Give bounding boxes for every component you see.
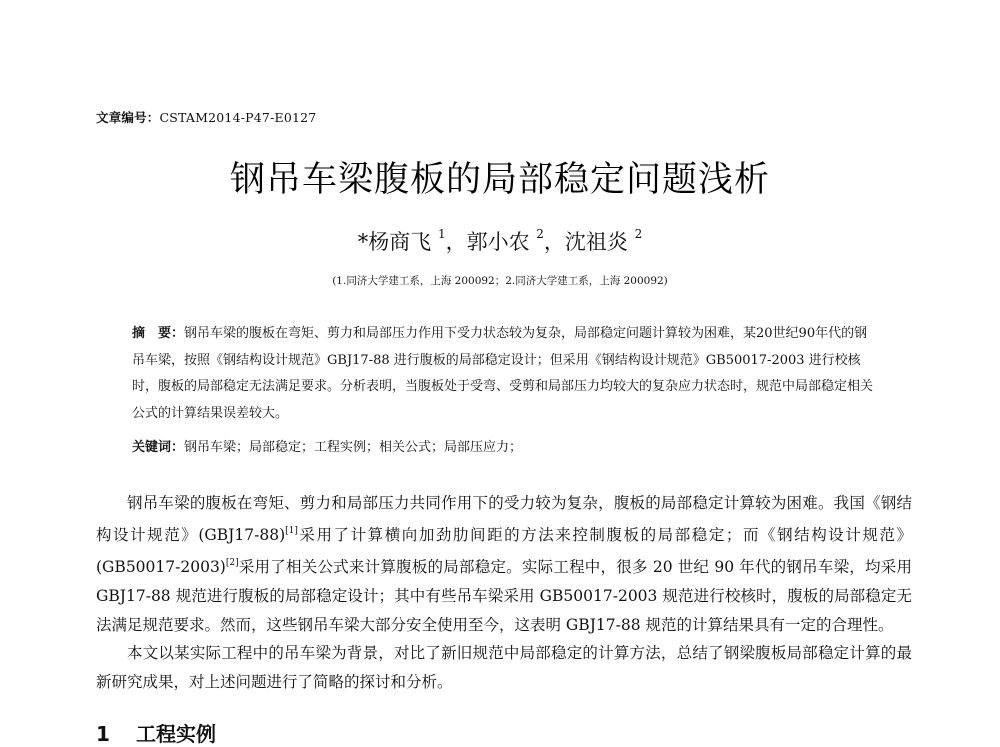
author-affiliation-mark: 2 xyxy=(536,227,544,241)
abstract-text: 钢吊车梁的腹板在弯矩、剪力和局部压力作用下受力状态较为复杂，局部稳定问题计算较为困难，某20世纪90年代的钢吊车梁，按照《钢结构设计规范》GBJ17-88 进行腹板的局部稳定设计；但采用《钢结构设计规范》GB50017-2003 进行校核时，腹板的局部稳定无法满足要求。分析表明，当腹板处于受弯、受剪和局部压力均较大的复杂应力状态时，规范中局部稳定相关公式的计算结果误差较大。 xyxy=(132,326,874,422)
abstract xyxy=(132,321,878,428)
article-number-label: 文章编号： xyxy=(96,110,160,125)
author-name: 沈祖炎 xyxy=(564,230,628,254)
body-text xyxy=(96,489,912,697)
body-paragraph xyxy=(96,489,912,639)
keywords-label: 关键词： xyxy=(132,440,185,455)
author-affiliation-mark: 2 xyxy=(634,227,643,241)
citation-ref: [2] xyxy=(225,557,239,568)
author-separator: ， xyxy=(445,230,467,254)
body-text-segment: 采用了相关公式来计算腹板的局部稳定。实际工程中，很多 20 世纪 90 年代的钢吊车梁，均采用 GBJ17-88 规范进行腹板的局部稳定设计；其中有些吊车梁采用 GB50017-2003 规范进行校核时，腹板的局部稳定无法满足规范要求。然而，这些钢吊车梁大部分安全使用至今，这表明 GBJ17-88 规范的计算结果具有一定的合理性。 xyxy=(96,557,912,634)
body-text-segment: 采用了计算横向加劲肋间距的方法来控制腹板的局部稳定；而《钢结构设计规范》(GB50017-2003) xyxy=(96,525,912,576)
section-title: 工程实例 xyxy=(136,722,216,746)
article-number-value: CSTAM2014-P47-E0127 xyxy=(159,110,317,125)
paper-title: 钢吊车梁腹板的局部稳定问题浅析 xyxy=(229,160,770,200)
author-name: *杨商飞 xyxy=(357,230,432,254)
author-list xyxy=(0,226,1000,256)
keywords-text: 钢吊车梁；局部稳定；工程实例；相关公式；局部压应力； xyxy=(184,440,523,455)
author-affiliation-mark: 1 xyxy=(437,227,446,241)
author-name: 郭小农 xyxy=(466,230,530,254)
author-separator: ， xyxy=(543,230,565,254)
article-number xyxy=(96,108,316,126)
body-text-segment: 钢吊车梁的腹板在弯矩、剪力和局部压力共同作用下的受力较为复杂，腹板的局部稳定计算较为困难。我国《钢结构设计规范》(GBJ17-88) xyxy=(96,494,912,544)
citation-ref: [1] xyxy=(285,525,298,536)
affiliation: (1.同济大学建工系，上海 200092；2.同济大学建工系，上海 200092) xyxy=(332,275,668,287)
section-number: 1 xyxy=(96,722,110,746)
keywords xyxy=(132,437,878,459)
abstract-label: 摘 要： xyxy=(132,326,185,341)
body-paragraph: 本文以某实际工程中的吊车梁为背景，对比了新旧规范中局部稳定的计算方法，总结了钢梁腹板局部稳定计算的最新研究成果，对上述问题进行了简略的探讨和分析。 xyxy=(96,644,912,692)
section-heading xyxy=(96,718,216,747)
